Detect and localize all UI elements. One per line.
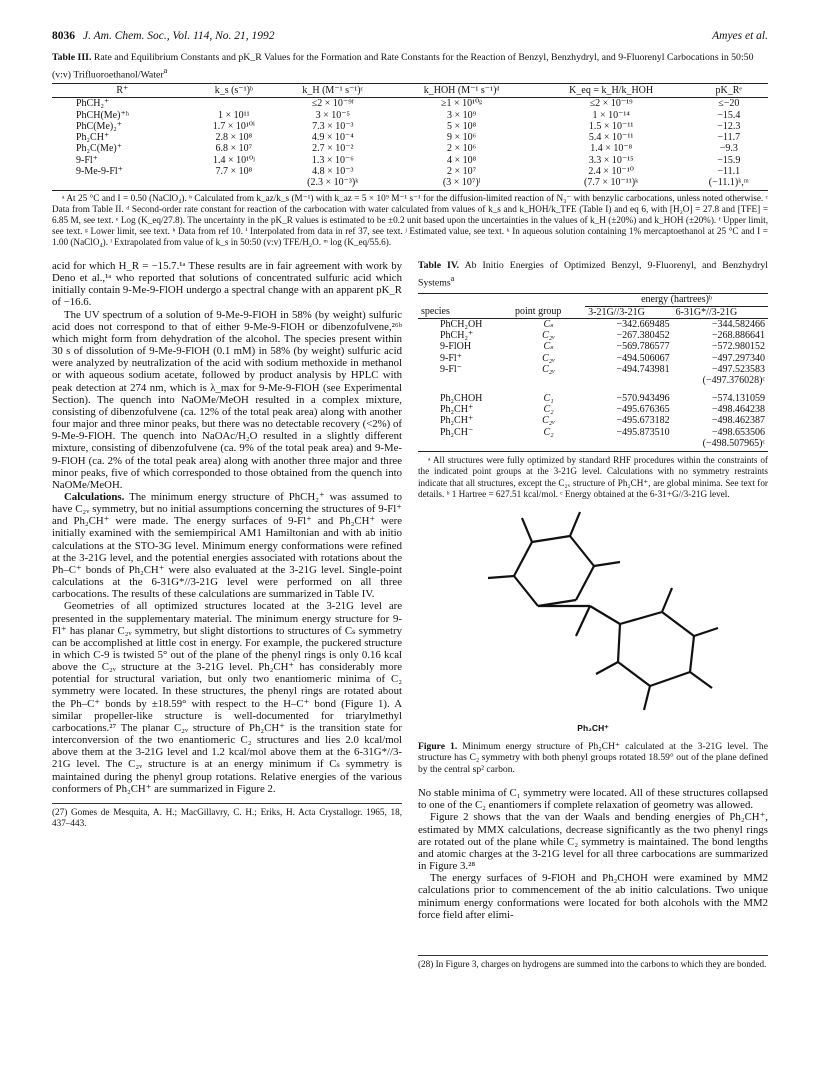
table3-cell: (3 × 10⁷)ˡ	[391, 177, 533, 190]
table3-col-header: R⁺	[52, 84, 193, 98]
table3-cell: 2.7 × 10⁻²	[312, 143, 354, 155]
table4-cell: C₂ᵥ	[542, 352, 556, 364]
section-heading-calculations: Calculations.	[64, 490, 125, 503]
table4-cell	[418, 438, 512, 452]
table3-cell: (2.3 × 10⁻³)ᵏ	[275, 177, 390, 190]
table4	[418, 293, 768, 452]
table3-col-header: k_s (s⁻¹)ᵇ	[193, 84, 275, 98]
table4-cell: −572.980152	[711, 341, 765, 353]
table3-cell: 1.7 × 10¹⁰ⁱ	[212, 120, 255, 132]
reference-27: (27) Gomes de Mesquita, A. H.; MacGillavry, C. H.; Eriks, H. Acta Crystallogr. 1965, 18, 437–443.	[52, 803, 402, 829]
author-header: Amyes et al.	[712, 30, 768, 42]
table3-row	[52, 98, 768, 110]
table3-cell: 1 × 10¹¹	[218, 109, 250, 121]
page-number: 8036	[52, 30, 75, 42]
table4-caption	[418, 260, 768, 289]
table3-cell: (7.7 × 10⁻¹¹)ᵏ	[533, 177, 690, 190]
table3-cell	[193, 177, 275, 190]
table4-cell: −495.673182	[616, 415, 670, 427]
table4-cell: −498.462387	[711, 415, 765, 427]
table4-row	[418, 353, 768, 364]
running-header	[52, 30, 768, 42]
table4-col-header: species	[418, 306, 512, 318]
table4-cell	[585, 438, 672, 452]
table3-cell: Ph₂C(Me)⁺	[76, 143, 122, 155]
table3-cell: PhCH₂⁺	[76, 98, 110, 110]
table3-col-header: pK_Rᵉ	[690, 84, 768, 98]
table3-cell: 4.9 × 10⁻⁴	[311, 132, 354, 144]
table4-cell: −495.676365	[616, 403, 670, 415]
table4-row	[418, 387, 768, 404]
table3-row	[52, 110, 768, 121]
energy-header: energy (hartrees)ᵇ	[585, 294, 768, 306]
body-paragraph: Figure 2 shows that the van der Waals and bending energies of Ph₂CH⁺, estimated by MMX calculations, decrease significantly as the two phenyl rings are rotated out of the plane while C₂ symmetry is maintained. The bond lengths and atomic charges at the 3-21G level for all three carbocations are summarized in Figure 3.²⁸	[418, 811, 768, 873]
table4-cell: −497.297340	[711, 352, 765, 364]
table4-cell: −498.653506	[711, 426, 765, 438]
table3-cell	[193, 98, 275, 110]
table3-cell: ≤2 × 10⁻⁹ᶠ	[311, 98, 354, 110]
table3-cell: ≥1 × 10¹⁰ᵍ	[441, 98, 483, 110]
table3-row	[52, 143, 768, 154]
table4-cell: 9-Fl⁺	[440, 352, 462, 364]
table3-footnotes: ᵃ At 25 °C and I = 0.50 (NaClO₄). ᵇ Calculated from k_az/k_s (M⁻¹) with k_az = 5 × 10⁹ M⁻¹ s⁻¹ for the diffusion-limited reaction of N₃⁻ with benzylic carbocations, unless noted otherwise. ᶜ Data from Table II. ᵈ Second-order rate constant for reaction of the carbocation with water calculated from values of k_s and k_HOH/k_TFE (Table I) and eq 6, with [H₂O] = 27.8 and [TFE] = 6.85 M, see text. ᵉ Log (K_eq/27.8). The uncertainty in the pK_R values is estimated to be ±0.2 unit based upon the uncertainties in the values of k_H (±20%) and k_HOH (±20%). ᶠ Upper limit, see text. ᵍ Lower limit, see text. ʰ Data from ref 10. ⁱ Interpolated from data in ref 37, see text. ʲ Estimated value, see text. ᵏ In aqueous solution containing 1% mercaptoethanol at 25 °C and I = 1.00 (NaClO₄). ˡ Extrapolated from value of k_s in 50:50 (v:v) TFE/H₂O. ᵐ log (K_eq/55.6).	[52, 192, 768, 248]
table4-cell: 9-Fl⁻	[440, 364, 462, 376]
table3-cell: 4.8 × 10⁻³	[312, 166, 354, 178]
table3-cell: 5 × 10⁸	[447, 120, 477, 132]
journal-citation: J. Am. Chem. Soc., Vol. 114, No. 21, 1992	[83, 30, 275, 42]
table4-cell: −574.131059	[711, 392, 765, 404]
table3-col-header: k_HOH (M⁻¹ s⁻¹)ᵈ	[391, 84, 533, 98]
table4-cell	[512, 375, 585, 386]
table4-cell: C₂ᵥ	[542, 364, 556, 376]
journal-page	[52, 30, 768, 969]
table4-cell: −494.506067	[616, 352, 670, 364]
table3-cell: 9 × 10⁶	[447, 132, 477, 144]
table3-row	[52, 177, 768, 190]
right-column	[418, 260, 768, 970]
table4-col-header: 3-21G//3-21G	[585, 306, 672, 318]
body-paragraph: The UV spectrum of a solution of 9-Me-9-FlOH in 58% (by weight) sulfuric acid does not correspond to that of either 9-Me-9-FlOH or dibenzofulvene,²⁶ᵇ which might form from dehydration of the alcohol. The species present within 30 s of dissolution of 9-Me-9-FlOH (0.1 mM) in 58% (by weight) sulfuric acid were analyzed by neutralization of the acid with sodium methoxide in methanol or with aqueous sodium acetate, followed by product analysis by HPLC with peak detection at 274 nm, which is λ_max for 9-Me-9-FlOH (see Experimental Section). The quench into NaOMe/MeOH resulted in a complex mixture, consisting of dibenzofulvene (ca. 12% of the total peak area) along with another four major and three minor peaks, but there was no detectable recovery (<2%) of 9-Me-9-FlOH. The quench into NaOAc/H₂O resulted in a slightly different mixture, consisting of dibenzofulvene (ca. 9% of the total peak area) and 9-Me-9-FlOH (ca. 2% of the total peak area) along with another three major and three minor peaks, five of which corresponded to those obtained from the quench into NaOMe/MeOH.	[52, 308, 402, 491]
table3-cell	[52, 177, 193, 190]
table4-caption-note: a	[450, 273, 455, 283]
table4-cell: −569.786577	[616, 341, 670, 353]
table3-row	[52, 155, 768, 166]
table3-label: Table III.	[52, 52, 92, 63]
table3-cell: 5.4 × 10⁻¹¹	[588, 132, 634, 144]
left-column	[52, 260, 402, 970]
table4-cell: Ph₂CH⁻	[440, 426, 474, 438]
table3-row	[52, 121, 768, 132]
table3-cell: Ph₂CH⁺	[76, 132, 110, 144]
table3-cell: 1.3 × 10⁻⁶	[311, 154, 354, 166]
table3-cell: 3 × 10⁹	[447, 109, 477, 121]
table4-row	[418, 341, 768, 352]
table4-row	[418, 364, 768, 375]
body-paragraph: No stable minima of C₁ symmetry were located. All of these structures collapsed to one of the C₂ enantiomers if complete relaxation of geometry was allowed.	[418, 787, 768, 812]
table3-cell: −15.9	[717, 154, 741, 166]
table3-cell: ≤2 × 10⁻¹⁹	[589, 98, 633, 110]
table4-cell: PhCH₂⁺	[440, 330, 474, 342]
body-paragraph: acid for which H_R = −15.7.¹ᵃ These results are in fair agreement with work by Deno et al.,¹ᵃ who reported that solutions of concentrated sulfuric acid which initially contain 9-Me-9-FlOH undergo a spectral change with an apparent pK_R of −16.6.	[52, 260, 402, 309]
table3-caption	[52, 52, 768, 81]
table4-row	[418, 330, 768, 341]
table3-cell: −12.3	[717, 120, 741, 132]
table3-cell: PhCH(Me)⁺ʰ	[76, 109, 129, 121]
table4-row	[418, 438, 768, 452]
table4-cell: C₁	[543, 392, 554, 404]
table4-cell	[512, 438, 585, 452]
table4-col-header: point group	[512, 306, 585, 318]
table4-cell: −342.669485	[616, 318, 670, 330]
table4-cell: −494.743981	[616, 364, 670, 376]
table4-footnotes: ᵃ All structures were fully optimized by standard RHF procedures within the constraints of the indicated point groups at the 3-21G level. Calculations with no symmetry restraints indicate that all structures, except the C₂ᵥ structure of Ph₂CH⁺, are global minima. See text for details. ᵇ 1 Hartree = 627.51 kcal/mol. ᶜ Energy obtained at the 6-31+G//3-21G level.	[418, 455, 768, 499]
table3-title: Rate and Equilibrium Constants and pK_R Values for the Formation and Rate Constants for the Reaction of Benzyl, Benzhydryl, and 9-Fluorenyl Carbocations in 50:50 (v:v) Trifluoroethanol/Water	[52, 52, 754, 80]
table4-title: Ab Initio Energies of Optimized Benzyl, 9-Fluorenyl, and Benzhydryl Systems	[418, 260, 768, 288]
table4-cell: C₂ᵥ	[542, 415, 556, 427]
table4-cell: (−498.507965)ᶜ	[673, 438, 768, 452]
body-paragraph: The energy surfaces of 9-FlOH and Ph₂CHOH were examined by MM2 calculations prior to commencement of the ab initio calculations. Two unique minimum energy conformations were located for both alcohols with the MM2 force field after elimi-	[418, 872, 768, 921]
figure1-caption-text: Minimum energy structure of Ph₂CH⁺ calculated at the 3-21G level. The structure has C₂ symmetry with both phenyl groups rotated 18.59° out of the plane defined by the central sp² carbon.	[418, 740, 768, 775]
table3-cell: 1.5 × 10⁻¹¹	[588, 120, 634, 132]
table3-cell: 3.3 × 10⁻¹⁵	[588, 154, 634, 166]
table3-col-header: k_H (M⁻¹ s⁻¹)ᶜ	[275, 84, 390, 98]
figure1	[418, 504, 768, 739]
table4-cell: −498.464238	[711, 403, 765, 415]
molecule-label: Ph₂CH⁺	[577, 722, 609, 733]
table4-row	[418, 404, 768, 415]
table3-cell: 4 × 10⁸	[447, 154, 477, 166]
table4-cell	[418, 375, 512, 386]
table4-cell: PhCH₂OH	[440, 318, 483, 330]
table4-cell: −570.943496	[616, 392, 670, 404]
table3-cell: −15.4	[717, 109, 741, 121]
table3-cell: ≤−20	[718, 98, 740, 110]
table3-cell: 1 × 10⁻¹⁴	[592, 109, 630, 121]
table3-col-header: K_eq = k_H/k_HOH	[533, 84, 690, 98]
table4-row	[418, 375, 768, 386]
table3-cell: 1.4 × 10⁻⁸	[590, 143, 633, 155]
table4-cell: C₂ᵥ	[542, 330, 556, 342]
table3	[52, 83, 768, 190]
table4-row	[418, 415, 768, 426]
figure1-label: Figure 1.	[418, 740, 458, 752]
table4-cell: −267.380452	[616, 330, 670, 342]
table3-cell: 2 × 10⁶	[447, 143, 477, 155]
table4-cell: Cₛ	[543, 341, 554, 353]
table3-cell: −11.7	[717, 132, 741, 144]
ph2ch-structure-drawing	[418, 504, 768, 722]
table3-cell: 9-Me-9-Fl⁺	[76, 166, 123, 178]
table4-cell: 9-FlOH	[440, 341, 472, 353]
table3-cell: 1.4 × 10¹⁰ʲ	[213, 154, 255, 166]
table4-cell	[585, 375, 672, 386]
table3-cell: 6.8 × 10⁷	[215, 143, 253, 155]
table3-cell: 9-Fl⁺	[76, 154, 98, 166]
table4-cell: Cₛ	[543, 318, 554, 330]
table4-cell: −344.582466	[711, 318, 765, 330]
table4-col-header: 6-31G*//3-21G	[673, 306, 768, 318]
figure1-caption	[418, 741, 768, 775]
table3-cell: 7.7 × 10⁸	[215, 166, 253, 178]
table4-label: Table IV.	[418, 260, 460, 271]
table3-row	[52, 132, 768, 143]
reference-28: (28) In Figure 3, charges on hydrogens are summed into the carbons to which they are bonded.	[418, 955, 768, 970]
table3-caption-note: a	[163, 65, 168, 75]
table4-row	[418, 427, 768, 438]
table4-cell: (−497.376028)ᶜ	[702, 375, 765, 387]
table4-cell: C₂	[543, 403, 554, 415]
body-paragraph: Geometries of all optimized structures located at the 3-21G level are presented in the supplementary material. The minimum energy structure for 9-Fl⁺ has planar C₂ᵥ symmetry, but slight distortions to structures of Cₛ symmetry can be accomplished at little cost in energy. For example, the puckered structure in which C-9 is twisted 5° out of the plane of the phenyl rings is only 0.16 kcal above the C₂ᵥ structure at the 3-21G level. Ph₂CH⁺ has considerably more potential for structural variation, but only two enantiomeric minima of C₂ symmetry were located. In these structures, the phenyl rings are rotated about the Ph–C⁺ bonds by ±18.59° with respect to the H–C⁺ bond (Figure 1). A similar propeller-like structure is well-documented for triarylmethyl carbocations.²⁷ The planar C₂ᵥ structure of Ph₂CH⁺ is the transition state for interconversion of the two enantiomeric C₂ structures and lies 2.0 kcal/mol above them at the 3-21G level and 1.2 kcal/mol above them at the 6-31G*//3-21G level. The C₂ᵥ structure is at an energy minimum if Cₛ symmetry is maintained during the phenyl group rotations. Relative energies of the various conformers of Ph₂CH⁺ are summarized in Figure 2.	[52, 600, 402, 795]
table3-cell: −11.1	[717, 166, 741, 178]
table4-cell: Ph₂CH⁺	[440, 403, 474, 415]
table4-cell: Ph₂CH⁺	[440, 415, 474, 427]
body-paragraph: The minimum energy structure of PhCH₂⁺ was assumed to have C₂ᵥ symmetry, but no initial assumptions concerning the structures of 9-Fl⁺ and Ph₂CH⁺ were made. The energy surfaces of 9-Fl⁺ and Ph₂CH⁺ were initially examined with the semiempirical AM1 Hamiltonian and with ab initio calculations at the STO-3G level. Minimum energy conformations were refined at the 3-21G level, and the potential energies associated with rotations about the Ph–C⁺ bonds of Ph₂CH⁺ were also evaluated at the 3-21G level. Single-point calculations at the 6-31G*//3-21G level were performed on all three carbocations. The results of these calculations are summarized in Table IV.	[52, 490, 402, 601]
table4-cell: Ph₂CHOH	[440, 392, 483, 404]
table4-cell: C₂	[543, 426, 554, 438]
table4-cell: −495.873510	[616, 426, 670, 438]
table3-cell: 2 × 10⁷	[447, 166, 477, 178]
table3-cell: −9.3	[719, 143, 738, 155]
table3-cell: 3 × 10⁻⁵	[315, 109, 350, 121]
table3-cell: 2.4 × 10⁻¹⁰	[588, 166, 634, 178]
table3-row	[52, 166, 768, 177]
table4-cell: −497.523583	[711, 364, 765, 376]
table3-cell: 2.8 × 10⁸	[215, 132, 253, 144]
table4-row	[418, 318, 768, 330]
table4-cell: −268.886641	[711, 330, 765, 342]
table3-cell: 7.3 × 10⁻³	[312, 120, 354, 132]
table3-cell: PhC(Me)₂⁺	[76, 120, 122, 132]
table3-cell: (−11.1)ᵏ,ᵐ	[690, 177, 768, 190]
